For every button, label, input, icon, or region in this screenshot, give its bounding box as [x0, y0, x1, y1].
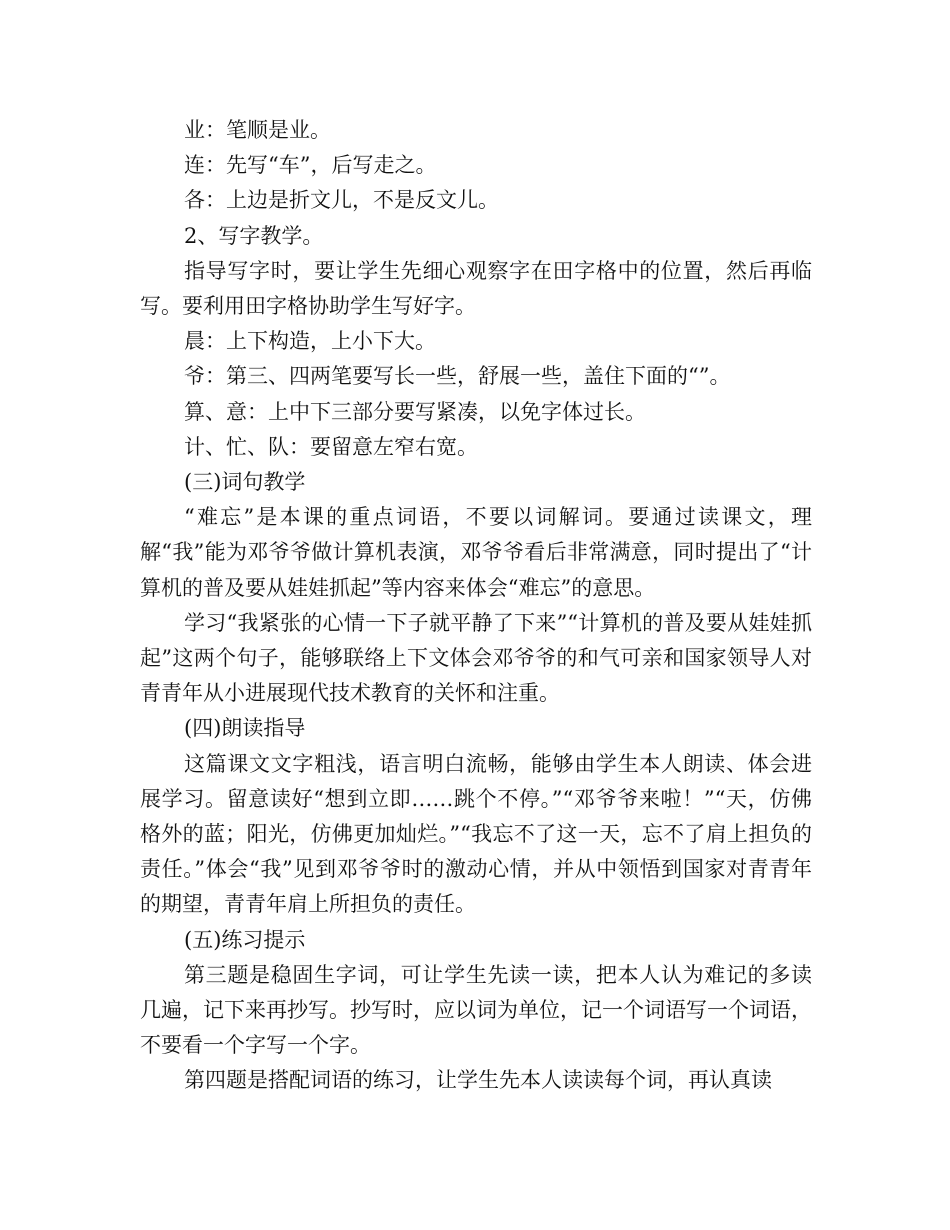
paragraph-6: 晨：上下构造，上小下大。: [184, 329, 436, 354]
section-heading-vocabulary: (三)词句教学: [184, 470, 306, 495]
paragraph-7: 爷：第三、四两笔要写长一些，舒展一些，盖住下面的“”。: [184, 364, 731, 389]
paragraph-14: 这篇课文文字粗浅，语言明白流畅，能够由学生本人朗读、体会进展学习。留意读好“想到立即……跳个不停。”“邓爷爷来啦！”“天，仿佛格外的蓝；阳光，仿佛更加灿烂。”“我忘不了这一天，忘不了肩上担负的责任。”体会“我”见到邓爷爷时的激动心情，并从中领悟到国家对青青年的期望，青青年肩上所担负的责任。: [140, 751, 812, 917]
paragraph-16: 第三题是稳固生字词，可让学生先读一读，把本人认为难记的多读几遍，记下来再抄写。抄写时，应以词为单位，记一个词语写一个词语，不要看一个字写一个字。: [140, 962, 812, 1058]
paragraph-3: 各：上边是折文儿，不是反文儿。: [184, 188, 499, 213]
paragraph-9: 计、忙、队：要留意左窄右宽。: [184, 434, 478, 459]
document-body: [140, 113, 812, 1099]
paragraph-2: 连：先写“车”，后写走之。: [184, 153, 437, 178]
paragraph-11: “难忘”是本课的重点词语，不要以词解词。要通过读课文，理解“我”能为邓爷爷做计算机表演，邓爷爷看后非常满意，同时提出了“计算机的普及要从娃娃抓起”等内容来体会“难忘”的意思。: [140, 505, 812, 600]
paragraph-17: 第四题是搭配词语的练习，让学生先本人读读每个词，再认真读: [184, 1068, 772, 1093]
section-heading-exercises: (五)练习提示: [184, 927, 306, 952]
paragraph-1: 业：笔顺是业。: [184, 118, 331, 142]
section-heading-writing: 2、写字教学。: [184, 223, 324, 248]
paragraph-8: 算、意：上中下三部分要写紧凑，以免字体过长。: [184, 399, 646, 424]
section-heading-reading: (四)朗读指导: [184, 716, 306, 741]
paragraph-5: 指导写字时，要让学生先细心观察字在田字格中的位置，然后再临写。要利用田字格协助学生写好字。: [140, 258, 812, 319]
paragraph-12: 学习“我紧张的心情一下子就平静了下来”“计算机的普及要从娃娃抓起”这两个句子，能够联络上下文体会邓爷爷的和气可亲和国家领导人对青青年从小进展现代技术教育的关怀和注重。: [140, 610, 812, 706]
